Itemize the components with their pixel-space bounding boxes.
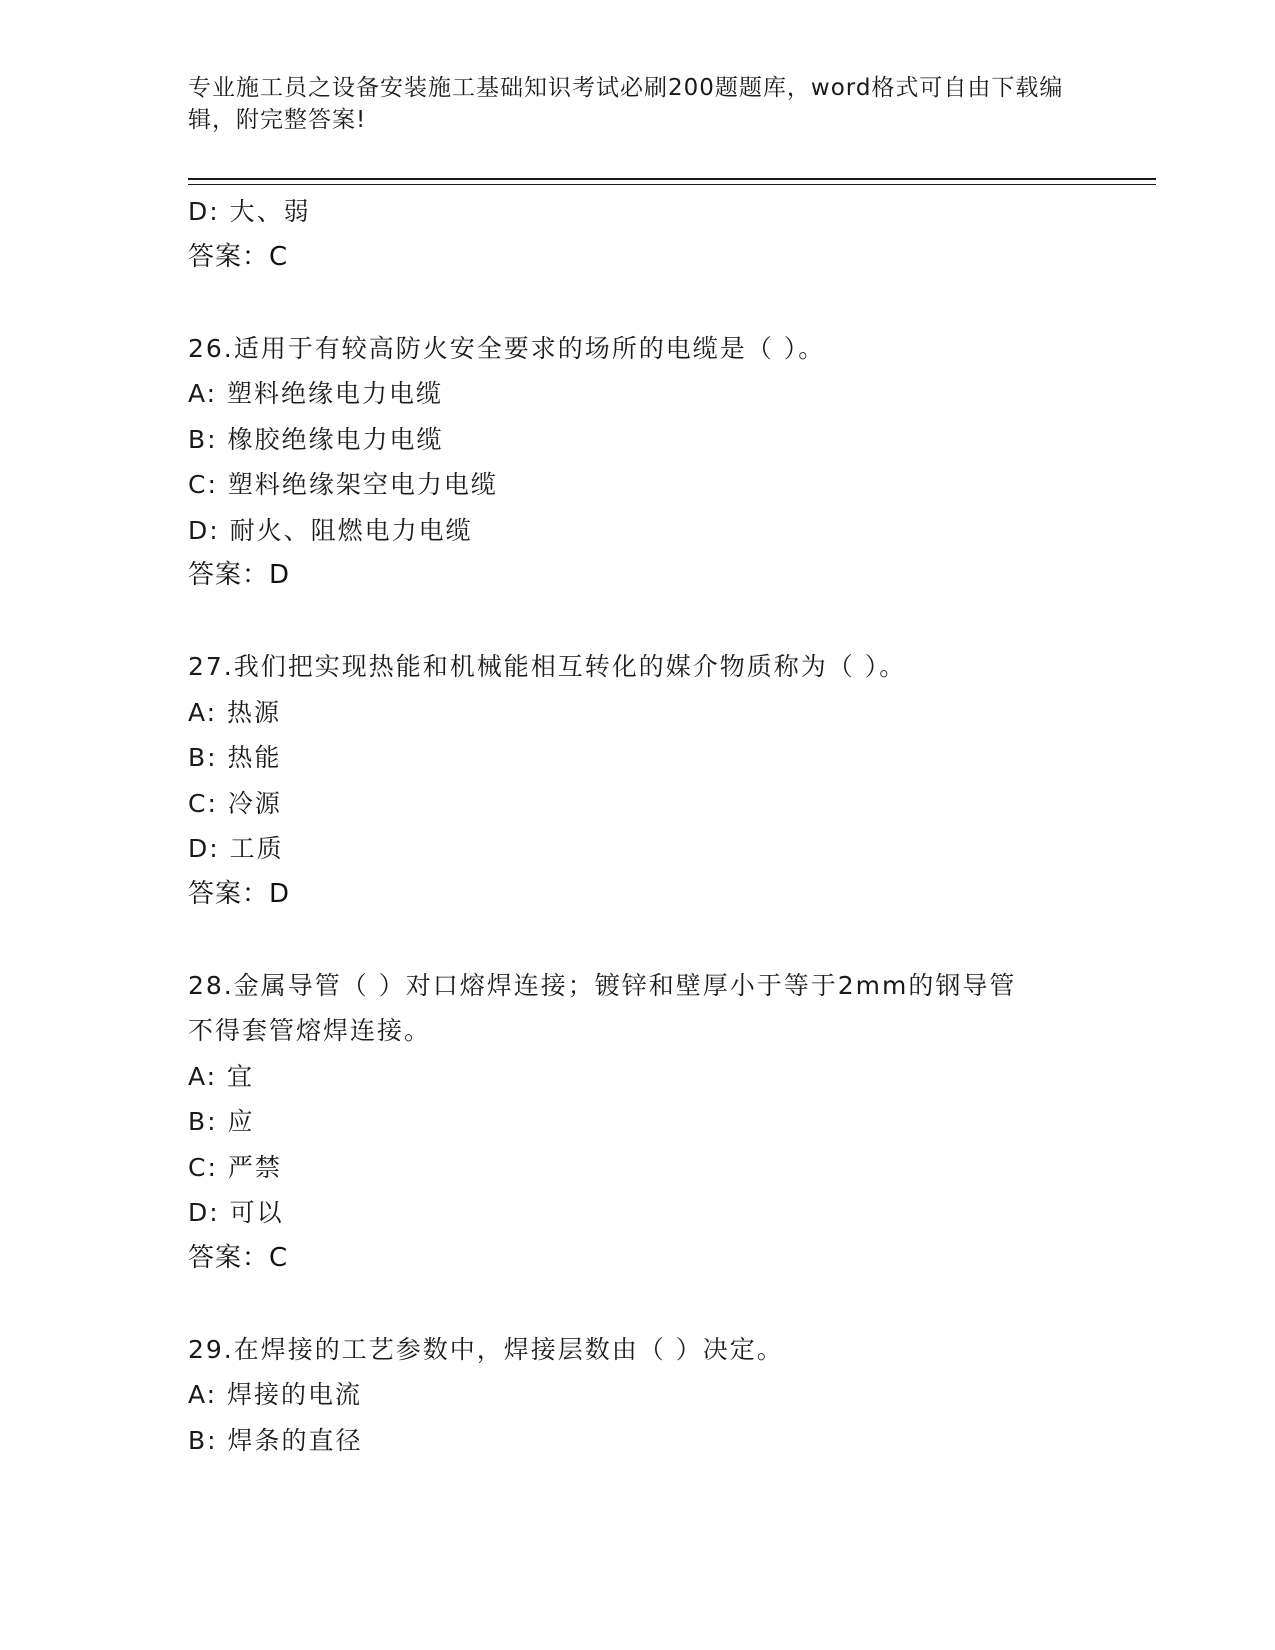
option-d: D: 工质: [188, 834, 284, 863]
option-a: A: 塑料绝缘电力电缆: [188, 379, 444, 408]
option-a: A: 宜: [188, 1061, 255, 1091]
option-a: A: 焊接的电流: [188, 1380, 363, 1409]
answer-line: 答案：D: [188, 560, 291, 590]
spacer: [188, 1281, 1088, 1327]
option-a: A: 热源: [188, 697, 282, 727]
option-c: C: 冷源: [188, 788, 282, 818]
option-b: B: 焊条的直径: [188, 1425, 363, 1455]
question-stem: 29.在焊接的工艺参数中，焊接层数由（ ）决定。: [188, 1334, 784, 1364]
answer-line: 答案：C: [188, 241, 289, 272]
option-b: B: 橡胶绝缘电力电缆: [188, 424, 444, 454]
question-stem: 27.我们把实现热能和机械能相互转化的媒介物质称为（ ）。: [188, 652, 907, 681]
question-26: [188, 326, 1088, 599]
question-stem: 26.适用于有较高防火安全要求的场所的电缆是（ ）。: [188, 333, 826, 363]
question-29: [188, 1327, 1088, 1464]
question-27: [188, 644, 1088, 917]
option-c: C: 严禁: [188, 1152, 282, 1182]
option-b: B: 热能: [188, 743, 282, 772]
spacer: [188, 280, 1088, 326]
option-d: D: 可以: [188, 1198, 284, 1227]
option-c: C: 塑料绝缘架空电力电缆: [188, 470, 498, 499]
header-divider: [188, 178, 1156, 180]
spacer: [188, 599, 1088, 645]
page-header-title: 专业施工员之设备安装施工基础知识考试必刷200题题库，word格式可自由下载编辑，附完整答案!: [188, 75, 1064, 133]
option-d: D: 耐火、阻燃电力电缆: [188, 515, 473, 545]
question-stem: 28.金属导管（ ）对口熔焊连接；镀锌和壁厚小于等于2mm的钢导管: [188, 970, 1017, 1000]
option-b: B: 应: [188, 1107, 255, 1136]
question-stem-continued: 不得套管熔焊连接。: [188, 1016, 432, 1045]
answer-line: 答案：D: [188, 878, 291, 909]
document-body: [188, 189, 1088, 1463]
spacer: [188, 917, 1088, 963]
header-divider-thin: [188, 184, 1156, 185]
option-d: D: 大、弱: [188, 197, 311, 226]
answer-line: 答案：C: [188, 1242, 289, 1273]
question-28: [188, 963, 1088, 1282]
page-header: [188, 72, 1088, 136]
